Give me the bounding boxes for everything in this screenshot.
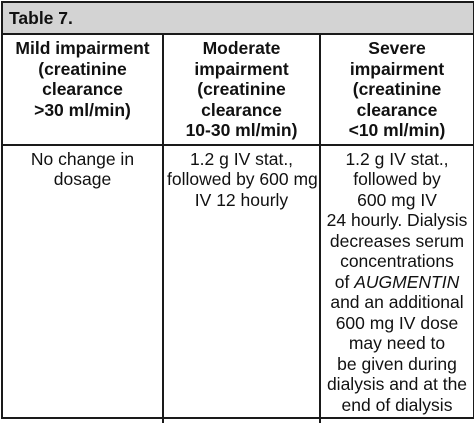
cell-line: 600 mg IV (357, 189, 437, 210)
cell-severe-dosage (320, 145, 473, 423)
header-line: <10 ml/min) (348, 120, 446, 140)
cell-line: end of dialysis (341, 394, 453, 415)
header-line: Severe (368, 38, 426, 58)
table-row (3, 145, 473, 423)
cell-line: IV 12 hourly (194, 189, 289, 210)
cell-line: 24 hourly. Dialysis (326, 210, 468, 230)
cell-line (324, 272, 470, 293)
header-severe-impairment (320, 35, 473, 145)
header-line: 10-30 ml/min) (185, 120, 298, 140)
cell-moderate-dosage (163, 145, 320, 423)
table-caption: Table 7. (3, 3, 473, 35)
cell-line: may need to (348, 333, 446, 353)
header-line: clearance (42, 79, 123, 99)
header-line: Mild impairment (15, 38, 150, 58)
header-line: (creatinine (38, 58, 127, 79)
header-moderate-impairment (163, 35, 320, 145)
header-line: (creatinine (352, 79, 442, 99)
cell-line: followed by (353, 169, 441, 189)
cell-line: 1.2 g IV stat., (189, 148, 294, 169)
drug-name: AUGMENTIN (354, 271, 460, 292)
header-line: >30 ml/min) (34, 99, 131, 120)
cell-line: concentrations (340, 251, 454, 271)
dosage-table (3, 35, 473, 423)
table-header-row (3, 35, 473, 145)
dosage-table-frame (1, 1, 474, 419)
cell-line: No change in (30, 148, 135, 169)
cell-line: decreases serum (329, 230, 465, 251)
header-line: impairment (349, 58, 445, 79)
cell-line: 1.2 g IV stat., (345, 148, 449, 169)
header-line: Moderate (202, 38, 281, 58)
header-line: clearance (201, 99, 282, 120)
header-mild-impairment (3, 35, 163, 145)
cell-line: be given during (337, 353, 457, 374)
cell-line: dialysis and at the (326, 374, 468, 394)
cell-line: 600 mg IV dose (335, 312, 459, 333)
cell-mild-dosage (3, 145, 163, 423)
cell-line: followed by 600 mg (167, 169, 318, 189)
cell-line: and an additional (330, 292, 464, 312)
cell-text: of (334, 271, 355, 292)
cell-line: dosage (53, 169, 112, 189)
header-line: clearance (356, 99, 438, 120)
header-line: (creatinine (197, 79, 286, 99)
header-line: impairment (194, 58, 289, 79)
